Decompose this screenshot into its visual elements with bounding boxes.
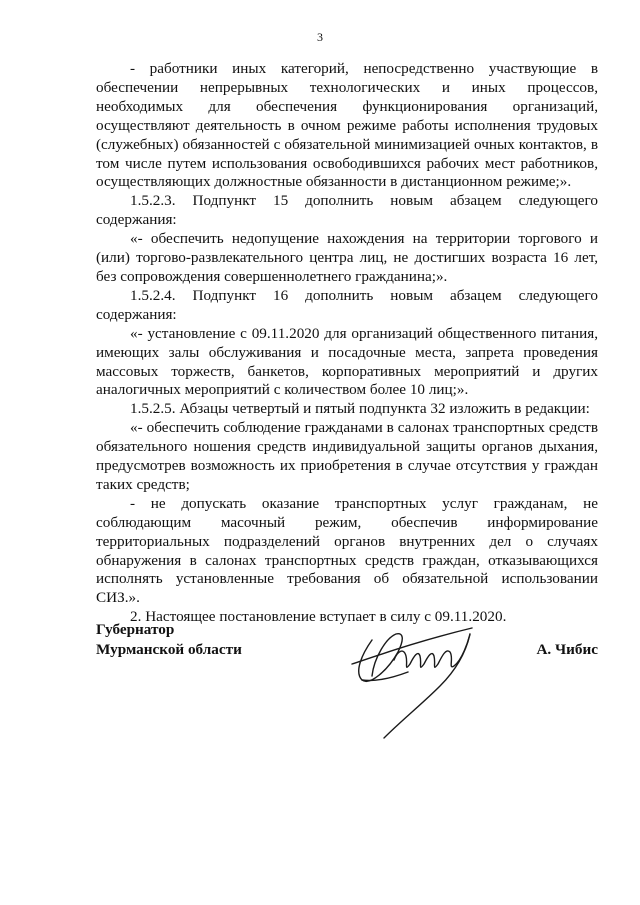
paragraph-quote-transport-masks: «- обеспечить соблюдение гражданами в салонах транспортных средств обязательного ношения средств индивидуальной защиты органов дыхания, предусмотрев возможность их приобретения в случае отсутствия у граждан таких средств;: [96, 419, 598, 493]
page-number: 3: [317, 30, 323, 44]
paragraph-1-5-2-3: 1.5.2.3. Подпункт 15 дополнить новым абзацем следующего содержания:: [96, 192, 598, 229]
paragraph-workers-categories: - работники иных категорий, непосредственно участвующие в обеспечении непрерывных технологических и иных процессов, необходимых для обеспечения функционирования организаций, осуществляют деятельность в очном режиме работы исполнения трудовых (служебных) обязанностей с обязательной минимизацией очных контактов, в том числе путем использования освободившихся рабочих мест работников, осуществляющих должностные обязанности в дистанционном режиме;».: [96, 60, 598, 191]
paragraph-quote-shopping-center: «- обеспечить недопущение нахождения на территории торгового и (или) торгово-развлекательного центра лиц, не достигших возраста 16 лет, без сопровождения совершеннолетнего гражданина;».: [96, 230, 598, 285]
handwritten-signature: [332, 594, 512, 744]
paragraph-effective-date: 2. Настоящее постановление вступает в силу с 09.11.2020.: [130, 608, 507, 626]
paragraph-transport-services: - не допускать оказание транспортных услуг гражданам, не соблюдающим масочный режим, обеспечив информирование территориальных подразделений органов внутренних дел о случаях обнаружения в салонах транспортных средств граждан, отказывающихся исполнять установленные требования об обязательной использовании СИЗ.».: [96, 494, 598, 607]
paragraph-1-5-2-5: 1.5.2.5. Абзацы четвертый и пятый подпункта 32 изложить в редакции:: [130, 400, 590, 418]
signature-block: [96, 614, 598, 754]
signer-title: Губернатор Мурманской области: [96, 621, 242, 658]
paragraph-1-5-2-4: 1.5.2.4. Подпункт 16 дополнить новым абзацем следующего содержания:: [96, 286, 598, 323]
document-body: [96, 60, 598, 627]
signer-name: А. Чибис: [536, 641, 598, 658]
paragraph-quote-catering: «- установление с 09.11.2020 для организаций общественного питания, имеющих залы обслуживания и посадочные места, запрета проведения массовых торжеств, банкетов, корпоративных мероприятий и других аналогичных мероприятий с количеством более 10 лиц;».: [96, 324, 598, 399]
